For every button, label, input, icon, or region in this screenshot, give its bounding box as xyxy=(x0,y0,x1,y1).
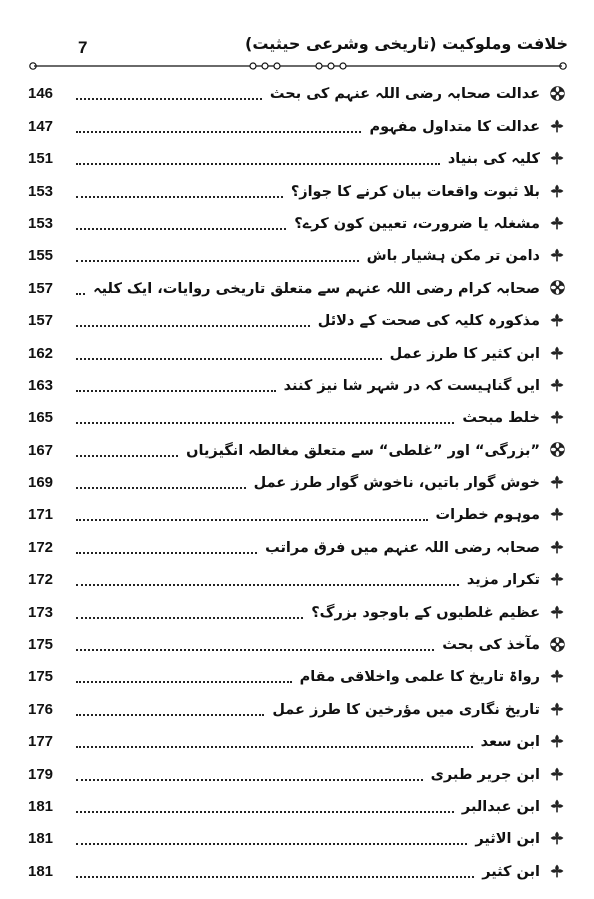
dotted-leader xyxy=(76,325,310,327)
dotted-leader xyxy=(76,358,382,360)
toc-entry-title: خوش گوار باتیں، ناخوش گوار طرز عمل xyxy=(253,475,540,492)
leaf-icon xyxy=(546,503,568,525)
flower-icon xyxy=(546,82,568,104)
page-number: 7 xyxy=(78,38,88,57)
toc-entry-page-number: 146 xyxy=(28,85,54,103)
toc-entry[interactable] xyxy=(28,106,568,138)
dotted-leader xyxy=(76,260,359,262)
toc-entry-page-number: 175 xyxy=(28,668,54,686)
toc-entry-page-number: 181 xyxy=(28,797,54,815)
flower-icon xyxy=(546,277,568,299)
toc-entry[interactable] xyxy=(28,625,568,657)
toc-entry[interactable] xyxy=(28,754,568,786)
toc-entry[interactable] xyxy=(28,787,568,819)
flower-icon xyxy=(546,633,568,655)
dotted-leader xyxy=(76,390,276,392)
leaf-icon xyxy=(546,568,568,590)
leaf-icon xyxy=(546,309,568,331)
toc-entry-page-number: 173 xyxy=(28,603,54,621)
toc-entry-page-number: 172 xyxy=(28,538,54,556)
toc-entry[interactable] xyxy=(28,268,568,300)
toc-entry-page-number: 157 xyxy=(28,312,54,330)
toc-entry-title: بلا ثبوت واقعات بیان کرنے کا جواز؟ xyxy=(290,183,540,200)
dotted-leader xyxy=(76,876,474,878)
leaf-icon xyxy=(546,374,568,396)
toc-entry-title: ابن الاثیر xyxy=(475,831,540,848)
toc-entry-page-number: 155 xyxy=(28,247,54,265)
toc-entry[interactable] xyxy=(28,657,568,689)
toc-entry[interactable] xyxy=(28,463,568,495)
leaf-icon xyxy=(546,536,568,558)
dotted-leader xyxy=(76,584,459,586)
leaf-icon xyxy=(546,244,568,266)
leaf-icon xyxy=(546,180,568,202)
toc-entry-title: تاریخ نگاری میں مؤرخین کا طرز عمل xyxy=(272,701,540,718)
toc-entry-title: تکرار مزید xyxy=(466,572,540,589)
toc-entry-title: خلط مبحث xyxy=(462,410,540,427)
toc-entry-title: ابن کثیر xyxy=(482,863,540,880)
toc-entry-page-number: 176 xyxy=(28,700,54,718)
leaf-icon xyxy=(546,115,568,137)
dotted-leader xyxy=(76,714,264,716)
toc-entry-title: عدالت کا متداول مفہوم xyxy=(369,118,540,135)
leaf-icon xyxy=(546,730,568,752)
header-ornament-rule xyxy=(28,60,568,72)
toc-entry[interactable] xyxy=(28,301,568,333)
toc-entry-title: مشغلہ یا ضرورت، تعیین کون کرے؟ xyxy=(294,215,540,232)
toc-entry-page-number: 177 xyxy=(28,733,54,751)
running-title: خلافت وملوکیت (تاریخی وشرعی حیثیت) xyxy=(245,34,568,53)
toc-entry-title: ابن جریر طبری xyxy=(430,766,540,783)
leaf-icon xyxy=(546,860,568,882)
leaf-icon xyxy=(546,342,568,364)
toc-entry-page-number: 162 xyxy=(28,344,54,362)
toc-entry[interactable] xyxy=(28,171,568,203)
toc-entry-title: ابن سعد xyxy=(480,734,540,751)
toc-entry-page-number: 163 xyxy=(28,376,54,394)
flower-icon xyxy=(546,439,568,461)
toc-entry-page-number: 153 xyxy=(28,214,54,232)
dotted-leader xyxy=(76,228,286,230)
toc-entry[interactable] xyxy=(28,366,568,398)
toc-entry-page-number: 181 xyxy=(28,862,54,880)
toc-entry[interactable] xyxy=(28,430,568,462)
toc-entry[interactable] xyxy=(28,333,568,365)
toc-entry-page-number: 153 xyxy=(28,182,54,200)
toc-entry[interactable] xyxy=(28,592,568,624)
leaf-icon xyxy=(546,601,568,623)
dotted-leader xyxy=(76,293,85,295)
leaf-icon xyxy=(546,698,568,720)
toc-entry-title: عظیم غلطیوں کے باوجود بزرگ؟ xyxy=(311,604,540,621)
dotted-leader xyxy=(76,455,178,457)
toc-entry-title: ”بزرگی“ اور ”غلطی“ سے متعلق مغالطہ انگیزیاں xyxy=(186,442,540,459)
dotted-leader xyxy=(76,746,473,748)
dotted-leader xyxy=(76,779,423,781)
toc-entry-title: عدالت صحابہ رضی اللہ عنہم کی بحث xyxy=(269,86,540,103)
toc-entry[interactable] xyxy=(28,204,568,236)
leaf-icon xyxy=(546,795,568,817)
toc-entry-title: کلیہ کی بنیاد xyxy=(447,151,540,168)
toc-entry-page-number: 167 xyxy=(28,441,54,459)
table-of-contents xyxy=(28,74,568,884)
toc-entry-page-number: 157 xyxy=(28,279,54,297)
toc-entry-page-number: 175 xyxy=(28,636,54,654)
toc-entry-page-number: 181 xyxy=(28,830,54,848)
leaf-icon xyxy=(546,212,568,234)
toc-entry-title: صحابہ رضی اللہ عنہم میں فرق مراتب xyxy=(265,539,540,556)
toc-entry-title: مذکورہ کلیہ کی صحت کے دلائل xyxy=(317,313,540,330)
toc-entry-title: موہوم خطرات xyxy=(435,507,540,524)
toc-entry-page-number: 147 xyxy=(28,117,54,135)
dotted-leader xyxy=(76,163,440,165)
toc-entry-title: صحابہ کرام رضی اللہ عنہم سے متعلق تاریخی روایات، ایک کلیہ xyxy=(93,280,540,297)
dotted-leader xyxy=(76,131,361,133)
toc-entry[interactable] xyxy=(28,722,568,754)
dotted-leader xyxy=(76,519,428,521)
dotted-leader xyxy=(76,843,467,845)
toc-entry[interactable] xyxy=(28,139,568,171)
dotted-leader xyxy=(76,617,303,619)
dotted-leader xyxy=(76,487,246,489)
leaf-icon xyxy=(546,763,568,785)
toc-entry-title: مآخذ کی بحث xyxy=(442,637,540,654)
toc-entry[interactable] xyxy=(28,527,568,559)
toc-entry-page-number: 172 xyxy=(28,571,54,589)
dotted-leader xyxy=(76,552,257,554)
toc-entry[interactable] xyxy=(28,689,568,721)
dotted-leader xyxy=(76,811,454,813)
toc-entry[interactable] xyxy=(28,851,568,883)
toc-entry[interactable] xyxy=(28,560,568,592)
leaf-icon xyxy=(546,471,568,493)
leaf-icon xyxy=(546,665,568,687)
toc-entry-title: ابن کثیر کا طرز عمل xyxy=(389,345,540,362)
page-header xyxy=(28,24,568,68)
dotted-leader xyxy=(76,196,283,198)
toc-entry-title: ایں گناہیست کہ در شہر شا نیز کنند xyxy=(283,377,540,394)
leaf-icon xyxy=(546,406,568,428)
toc-entry[interactable] xyxy=(28,74,568,106)
toc-entry-title: دامن تر مکن ہشیار باش xyxy=(366,248,540,265)
toc-entry[interactable] xyxy=(28,819,568,851)
toc-entry[interactable] xyxy=(28,495,568,527)
toc-entry-page-number: 171 xyxy=(28,506,54,524)
toc-entry-page-number: 151 xyxy=(28,150,54,168)
dotted-leader xyxy=(76,681,292,683)
dotted-leader xyxy=(76,98,262,100)
dotted-leader xyxy=(76,649,434,651)
toc-entry-page-number: 179 xyxy=(28,765,54,783)
toc-entry-page-number: 169 xyxy=(28,474,54,492)
toc-entry-title: ابن عبدالبر xyxy=(461,798,540,815)
toc-entry[interactable] xyxy=(28,236,568,268)
toc-entry-page-number: 165 xyxy=(28,409,54,427)
leaf-icon xyxy=(546,147,568,169)
toc-entry[interactable] xyxy=(28,398,568,430)
toc-entry-title: رواۃ تاریخ کا علمی واخلاقی مقام xyxy=(299,669,540,686)
leaf-icon xyxy=(546,827,568,849)
dotted-leader xyxy=(76,422,454,424)
